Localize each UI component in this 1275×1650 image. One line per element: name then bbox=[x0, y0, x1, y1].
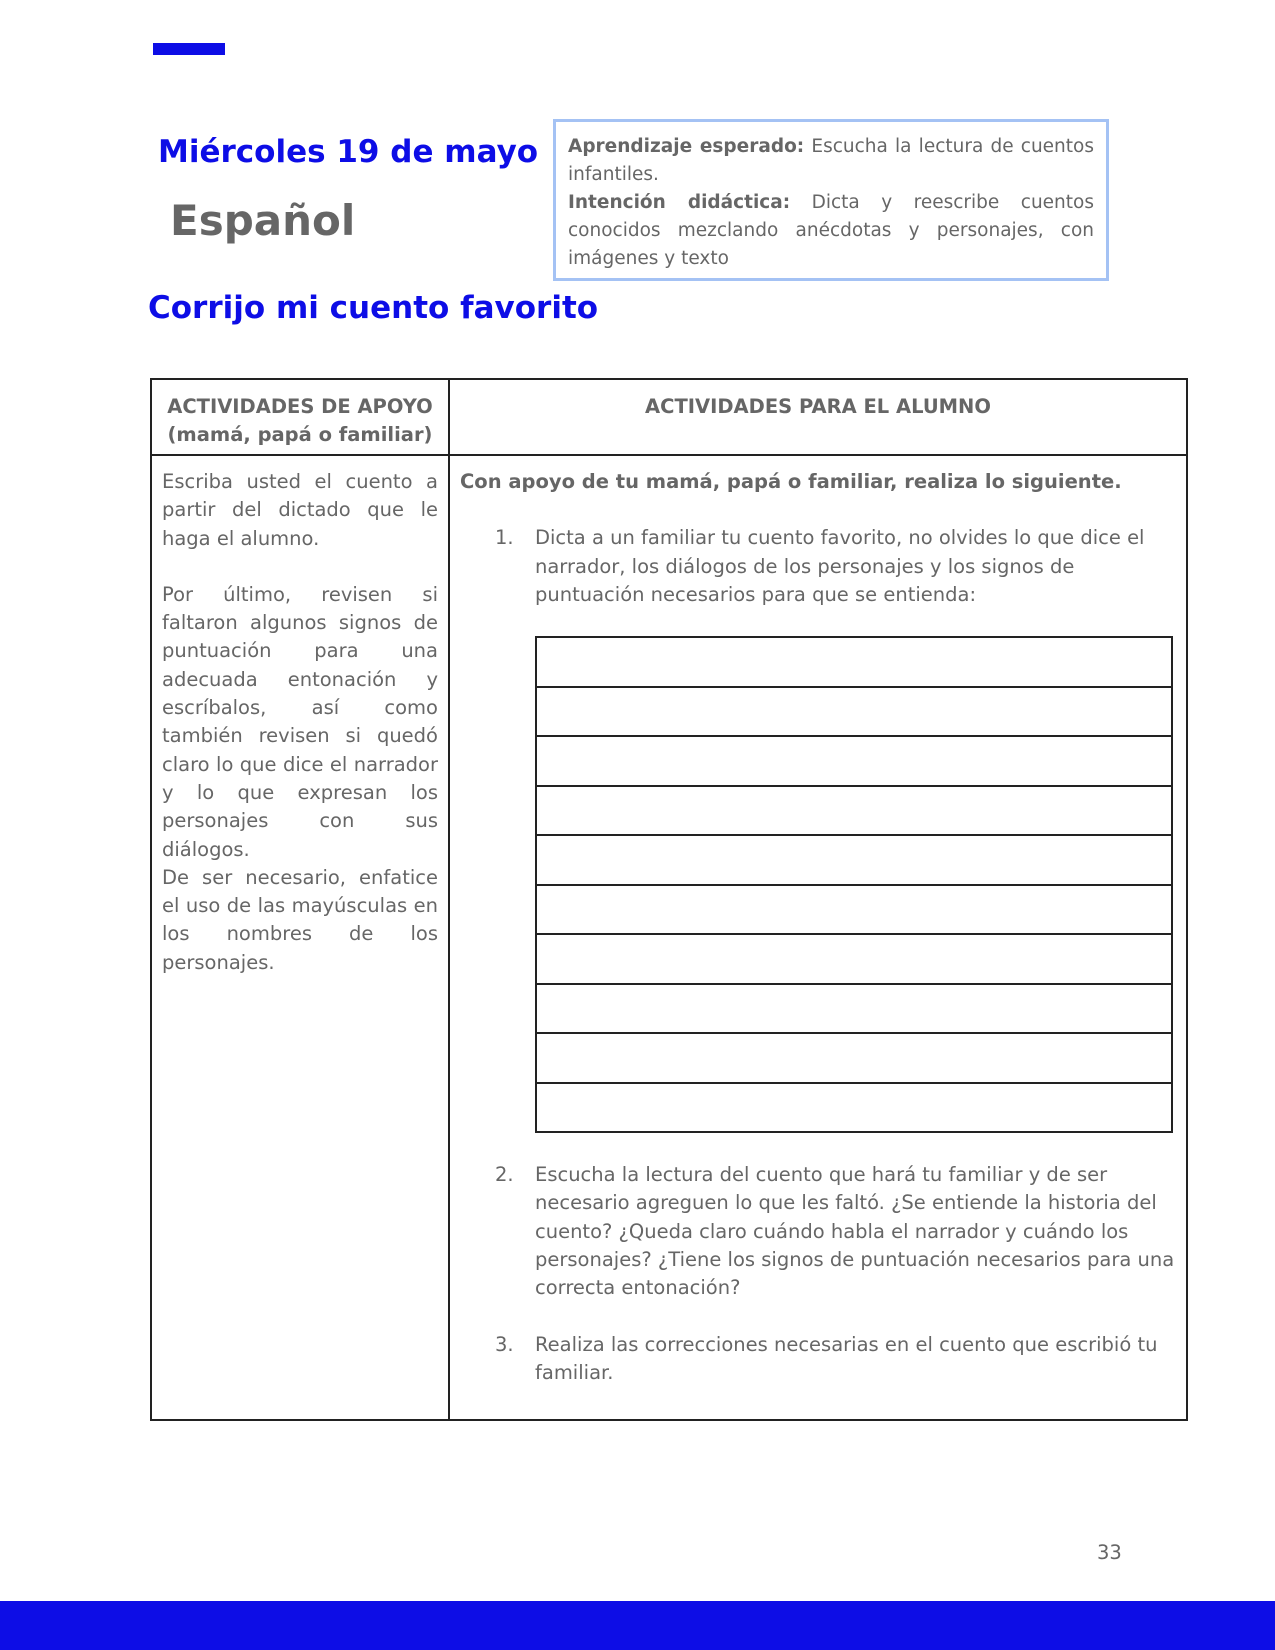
writing-line[interactable] bbox=[536, 885, 1172, 935]
didactic-intention-text: Dicta y reescribe cuentos conocidos mezclando anécdotas y personajes, con imágenes y texto bbox=[568, 192, 1094, 269]
lesson-title: Corrijo mi cuento favorito bbox=[148, 290, 599, 326]
step-2 bbox=[460, 1161, 1176, 1302]
support-paragraph-1: Escriba usted el cuento a partir del dictado que le haga el alumno. bbox=[162, 470, 438, 550]
writing-lines-area[interactable] bbox=[535, 636, 1173, 1133]
expected-learning bbox=[568, 133, 1094, 189]
step-2-text: Escucha la lectura del cuento que hará tu familiar y de ser necesario agreguen lo que les faltó. ¿Se entiende la historia del cuento? ¿Queda claro cuándo habla el narrador y cuándo los personajes? ¿Tiene los signos de puntuación necesarios para una correcta entonación? bbox=[535, 1163, 1175, 1300]
step-3-text: Realiza las correcciones necesarias en el cuento que escribió tu familiar. bbox=[535, 1332, 1158, 1384]
step-1 bbox=[460, 524, 1176, 609]
writing-line[interactable] bbox=[536, 786, 1172, 836]
writing-line[interactable] bbox=[536, 984, 1172, 1034]
table-body-row bbox=[151, 455, 1187, 1420]
support-header-line2: (mamá, papá o familiar) bbox=[167, 423, 433, 446]
table-header-row bbox=[151, 379, 1187, 455]
writing-line[interactable] bbox=[536, 637, 1172, 687]
didactic-intention-label: Intención didáctica: bbox=[568, 192, 791, 213]
support-header-line1: ACTIVIDADES DE APOYO bbox=[167, 395, 433, 418]
expected-learning-text: Escucha la lectura de cuentos infantiles. bbox=[568, 136, 1094, 185]
step-1-text: Dicta a un familiar tu cuento favorito, no olvides lo que dice el narrador, los diálogos de los personajes y los signos de puntuación necesarios para que se entienda: bbox=[535, 526, 1145, 606]
expected-learning-label: Aprendizaje esperado: bbox=[568, 136, 805, 157]
didactic-intention bbox=[568, 189, 1094, 273]
date-title: Miércoles 19 de mayo bbox=[158, 134, 539, 170]
support-activities-cell bbox=[151, 455, 449, 1420]
writing-line[interactable] bbox=[536, 1033, 1172, 1083]
step-2-number: 2. bbox=[495, 1163, 514, 1187]
writing-line[interactable] bbox=[536, 736, 1172, 786]
writing-line[interactable] bbox=[536, 1083, 1172, 1133]
writing-line[interactable] bbox=[536, 835, 1172, 885]
writing-line[interactable] bbox=[536, 934, 1172, 984]
student-intro: Con apoyo de tu mamá, papá o familiar, realiza lo siguiente. bbox=[460, 470, 1122, 493]
page-number: 33 bbox=[1097, 1541, 1122, 1564]
activities-table bbox=[150, 378, 1188, 1421]
student-activities-cell bbox=[449, 455, 1187, 1420]
step-1-number: 1. bbox=[495, 526, 514, 550]
step-3-number: 3. bbox=[495, 1332, 514, 1356]
bottom-accent-bar bbox=[0, 1601, 1275, 1650]
support-paragraph-3: De ser necesario, enfatice el uso de las mayúsculas en los nombres de los personajes. bbox=[162, 865, 438, 974]
writing-line[interactable] bbox=[536, 687, 1172, 737]
learning-objectives-box bbox=[553, 119, 1109, 281]
subject-title: Español bbox=[170, 196, 356, 245]
step-3 bbox=[460, 1331, 1176, 1388]
top-accent-bar bbox=[153, 43, 225, 55]
support-activities-header bbox=[151, 379, 449, 455]
support-paragraph-2: Por último, revisen si faltaron algunos signos de puntuación para una adecuada entonación y escríbalos, así como también revisen si quedó claro lo que dice el narrador y lo que expresan los personajes con sus diálogos. bbox=[162, 582, 438, 861]
student-activities-header: ACTIVIDADES PARA EL ALUMNO bbox=[449, 379, 1187, 455]
